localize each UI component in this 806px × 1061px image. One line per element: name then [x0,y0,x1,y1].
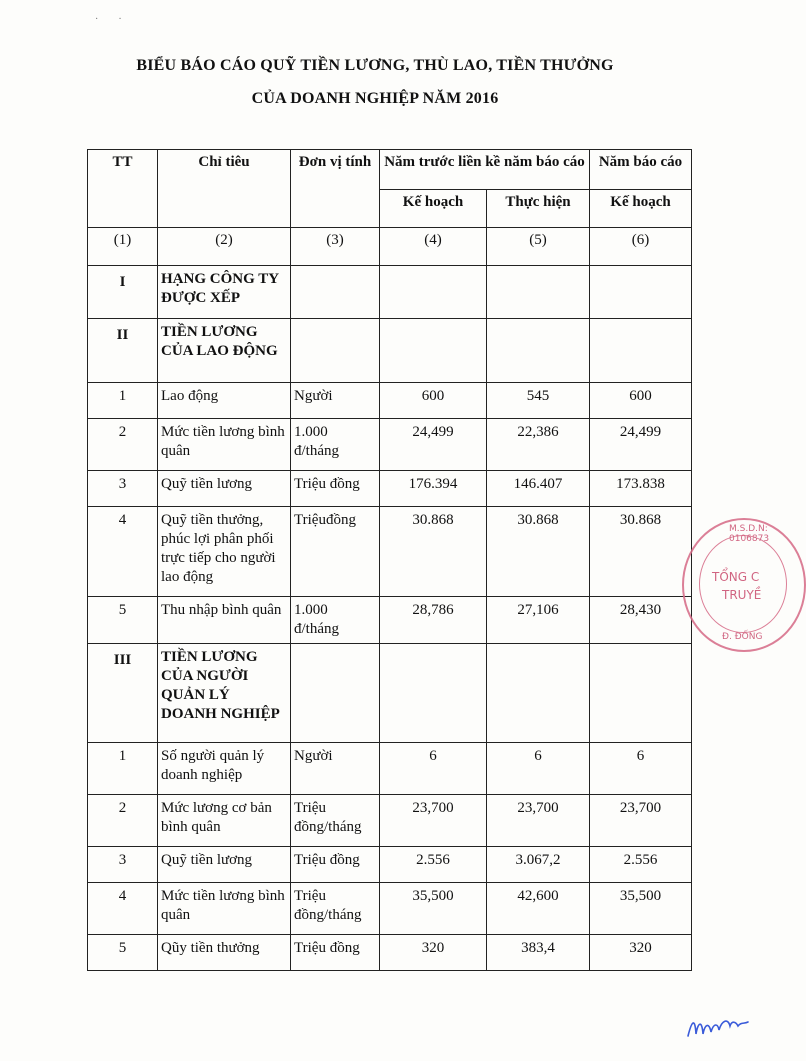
row-indicator: Thu nhập bình quân [158,597,291,644]
empty-cell [487,266,590,319]
row-unit: Triệu đồng/tháng [291,883,380,935]
section-row [88,319,692,383]
salary-report-table [87,149,692,971]
row-unit: Người [291,383,380,419]
empty-cell [590,319,692,383]
row-unit: 1.000 đ/tháng [291,597,380,644]
header-nam-bao-cao: Năm báo cáo [590,150,692,190]
value-prev-plan: 23,700 [380,795,487,847]
report-title-line2: CỦA DOANH NGHIỆP NĂM 2016 [251,90,499,107]
table-row [88,795,692,847]
section-row [88,266,692,319]
table-row [88,383,692,419]
value-prev-actual: 146.407 [487,471,590,507]
value-report-plan: 24,499 [590,419,692,471]
row-indicator: Qũy tiền thưởng [158,935,291,971]
empty-cell [487,319,590,383]
row-number: 3 [88,847,158,883]
header-tt: TT [88,150,158,228]
report-title-line1: BIỂU BÁO CÁO QUỸ TIỀN LƯƠNG, THÙ LAO, TIỀN THƯỞNG [136,57,614,74]
value-prev-plan: 320 [380,935,487,971]
value-prev-actual: 545 [487,383,590,419]
empty-cell [291,266,380,319]
empty-cell [380,319,487,383]
col-num: (1) [88,228,158,266]
row-number: 3 [88,471,158,507]
value-prev-actual: 3.067,2 [487,847,590,883]
value-prev-actual: 30.868 [487,507,590,597]
row-unit: Triệu đồng [291,935,380,971]
value-report-plan: 30.868 [590,507,692,597]
seal-text-2: TRUYỀ [722,588,762,602]
seal-code: M.S.D.N: 0106873 [729,524,770,544]
empty-cell [380,644,487,743]
row-unit: Triệuđồng [291,507,380,597]
section-number: II [88,319,158,383]
seal-inner-ring [699,535,787,633]
header-chi-tieu: Chỉ tiêu [158,150,291,228]
value-prev-plan: 30.868 [380,507,487,597]
row-unit: Triệu đồng/tháng [291,795,380,847]
row-indicator: Mức tiền lương bình quân [158,419,291,471]
table-row [88,597,692,644]
row-indicator: Số người quản lý doanh nghiệp [158,743,291,795]
row-indicator: Mức lương cơ bản bình quân [158,795,291,847]
header-row-1 [88,150,692,190]
col-num: (5) [487,228,590,266]
empty-cell [487,644,590,743]
header-ke-hoach: Kế hoạch [380,190,487,228]
value-prev-actual: 6 [487,743,590,795]
header-don-vi: Đơn vị tính [291,150,380,228]
value-prev-plan: 24,499 [380,419,487,471]
row-number: 5 [88,597,158,644]
scan-marks: · · [95,14,122,25]
value-prev-actual: 27,106 [487,597,590,644]
row-indicator: Quỹ tiền thưởng, phúc lợi phân phối trực tiếp cho người lao động [158,507,291,597]
value-prev-plan: 28,786 [380,597,487,644]
value-prev-plan: 176.394 [380,471,487,507]
value-prev-plan: 600 [380,383,487,419]
value-report-plan: 320 [590,935,692,971]
row-number: 1 [88,743,158,795]
section-number: III [88,644,158,743]
empty-cell [590,266,692,319]
table-row [88,743,692,795]
table-row [88,471,692,507]
row-indicator: Quỹ tiền lương [158,471,291,507]
section-title: TIỀN LƯƠNG CỦA LAO ĐỘNG [158,319,291,383]
value-report-plan: 23,700 [590,795,692,847]
col-num: (3) [291,228,380,266]
column-number-row [88,228,692,266]
seal-bottom: Đ. ĐỐNG [722,632,763,642]
row-number: 5 [88,935,158,971]
col-num: (2) [158,228,291,266]
header-ke-hoach-2: Kế hoạch [590,190,692,228]
empty-cell [291,319,380,383]
value-report-plan: 600 [590,383,692,419]
row-indicator: Quỹ tiền lương [158,847,291,883]
row-unit: Triệu đồng [291,847,380,883]
value-report-plan: 173.838 [590,471,692,507]
col-num: (4) [380,228,487,266]
row-number: 2 [88,795,158,847]
row-number: 2 [88,419,158,471]
value-prev-actual: 383,4 [487,935,590,971]
empty-cell [380,266,487,319]
value-prev-plan: 35,500 [380,883,487,935]
table-row [88,847,692,883]
value-prev-plan: 6 [380,743,487,795]
company-seal [682,518,806,652]
row-indicator: Mức tiền lương bình quân [158,883,291,935]
value-prev-actual: 23,700 [487,795,590,847]
section-number: I [88,266,158,319]
col-num: (6) [590,228,692,266]
value-report-plan: 28,430 [590,597,692,644]
empty-cell [590,644,692,743]
section-title: HẠNG CÔNG TY ĐƯỢC XẾP [158,266,291,319]
table-row [88,935,692,971]
seal-text-1: TỔNG C [712,570,760,584]
value-prev-plan: 2.556 [380,847,487,883]
header-thuc-hien: Thực hiện [487,190,590,228]
value-prev-actual: 22,386 [487,419,590,471]
value-prev-actual: 42,600 [487,883,590,935]
row-unit: 1.000 đ/tháng [291,419,380,471]
value-report-plan: 35,500 [590,883,692,935]
table-row [88,883,692,935]
row-number: 4 [88,883,158,935]
row-indicator: Lao động [158,383,291,419]
row-number: 1 [88,383,158,419]
section-row [88,644,692,743]
section-title: TIỀN LƯƠNG CỦA NGƯỜI QUẢN LÝ DOANH NGHIỆP [158,644,291,743]
value-report-plan: 2.556 [590,847,692,883]
header-nam-truoc: Năm trước liền kề năm báo cáo [380,150,590,190]
value-report-plan: 6 [590,743,692,795]
table-row [88,419,692,471]
signature-mark [686,1010,750,1040]
row-unit: Người [291,743,380,795]
row-unit: Triệu đồng [291,471,380,507]
table-row [88,507,692,597]
row-number: 4 [88,507,158,597]
empty-cell [291,644,380,743]
